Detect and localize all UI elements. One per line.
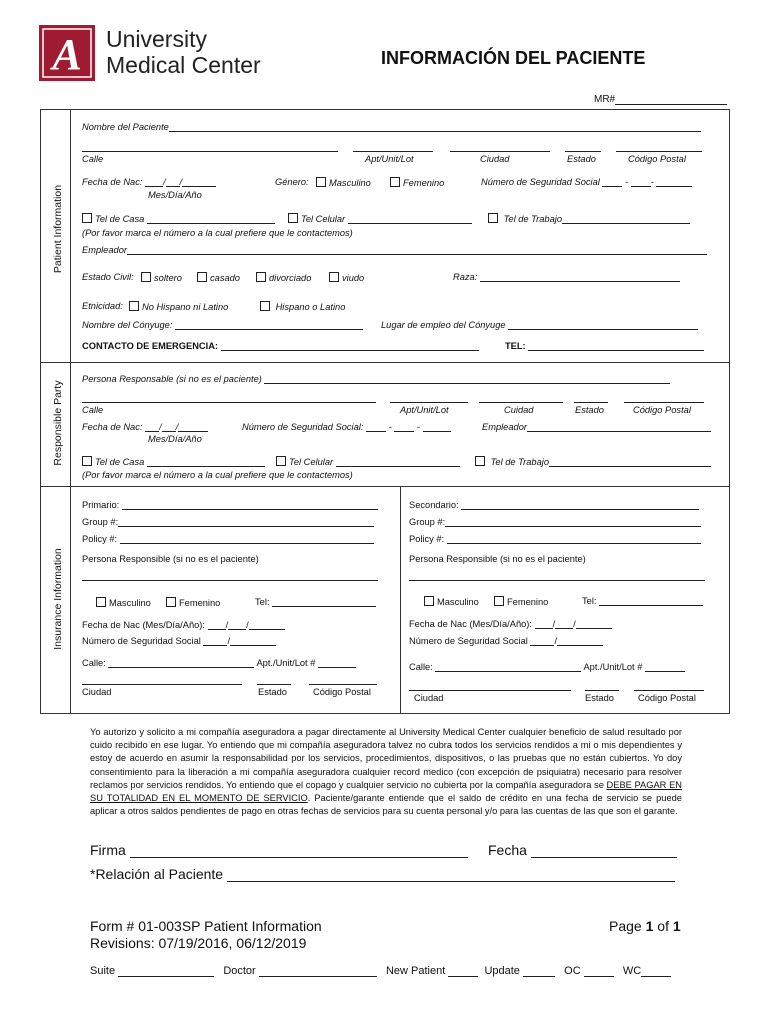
emergency-label: CONTACTO DE EMERGENCIA: xyxy=(82,341,219,351)
responsible-employer-label: Empleador xyxy=(482,422,527,432)
patient-dob-field[interactable]: Fecha de Nac: / / xyxy=(82,177,216,187)
ins-secondary-dob-label: Fecha de Nac (Mes/Día/Año): xyxy=(409,619,532,629)
university-logo-icon xyxy=(38,24,96,82)
patient-name-field[interactable] xyxy=(82,122,701,132)
male-label: Masculino xyxy=(437,597,479,607)
patient-empleador-field[interactable] xyxy=(82,245,707,255)
marital-casado[interactable] xyxy=(197,272,240,283)
form-number: Form # 01-003SP Patient Information xyxy=(90,918,322,934)
tel-casa-label: Tel de Casa xyxy=(95,214,145,224)
page-number: 1 xyxy=(645,918,654,934)
ins-secondary-group-field[interactable] xyxy=(409,517,701,527)
patient-tel-casa-field[interactable] xyxy=(82,213,275,224)
doctor-field[interactable] xyxy=(259,976,377,977)
tel-trabajo-label: Tel de Trabajo xyxy=(503,214,562,224)
patient-name-label: Nombre del Paciente xyxy=(82,122,169,132)
ins-primary-persona-label: Persona Responsible (si no es el paciente) xyxy=(82,554,259,564)
checkbox-icon[interactable] xyxy=(316,177,326,187)
checkbox-icon[interactable] xyxy=(256,272,266,282)
checkbox-icon[interactable] xyxy=(197,272,207,282)
signature-date-label: Fecha xyxy=(488,842,527,858)
suite-field[interactable] xyxy=(118,976,214,977)
ins-primary-dob-field[interactable]: Fecha de Nac (Mes/Día/Año): / / xyxy=(82,620,285,630)
marital-viudo[interactable] xyxy=(329,272,364,283)
tel-celular-label: Tel Celular xyxy=(289,457,334,467)
empleador-label: Empleador xyxy=(82,245,127,255)
soltero-label: soltero xyxy=(154,273,182,283)
viudo-label: viudo xyxy=(342,273,365,283)
spouse-name-label: Nombre del Cónyuge: xyxy=(82,320,173,330)
ethnicity-label: Etnicidad: xyxy=(82,301,123,311)
patient-ssn-label: Número de Seguridad Social xyxy=(481,177,600,187)
office-use-row xyxy=(90,965,671,977)
patient-dob-format: Mes/Día/Año xyxy=(148,190,202,200)
checkbox-icon[interactable] xyxy=(424,596,434,606)
checkbox-icon[interactable] xyxy=(260,301,270,311)
relation-label: *Relación al Paciente xyxy=(90,866,224,882)
section-insurance-label: Insurance Information xyxy=(52,548,64,650)
ins-secondary-dob-field[interactable]: Fecha de Nac (Mes/Día/Año): / / xyxy=(409,619,612,629)
female-label: Femenino xyxy=(179,598,221,608)
responsible-persona-label: Persona Responsable (si no es el paciente) xyxy=(82,374,262,384)
checkbox-icon[interactable] xyxy=(288,213,298,223)
ins-primary-female[interactable] xyxy=(166,597,220,608)
patient-tel-trabajo-field[interactable] xyxy=(488,213,690,224)
male-label: Masculino xyxy=(109,598,151,608)
patient-gender-male[interactable] xyxy=(316,177,371,188)
spouse-employer-field[interactable] xyxy=(381,320,698,330)
authorization-text-2: . Paciente/garante entiende que el saldo de crédito en una fecha de servicio se puede aplicar a otros saldos pendientes de pago en otras fechas de servicios para su cuenta personal y/o para las cuentas de las que son el garante. xyxy=(90,793,682,817)
page-total: 1 xyxy=(672,918,681,934)
spouse-name-field[interactable] xyxy=(82,320,363,330)
signature-label: Firma xyxy=(90,842,126,858)
female-label: Femenino xyxy=(507,597,549,607)
oc-field[interactable] xyxy=(584,976,614,977)
ins-primary-tel-label: Tel: xyxy=(255,597,270,607)
authorization-text-1: Yo autorizo y solicito a mi compañía aseguradora a pagar directamente al University Medical Center cualquier beneficio de salud resultado por cuido recibido en ese lugar. Yo entiendo que mi compañía aseguradora talvez no cubra todos los servicios rendidos a mi o mis dependientes y estoy de acuerdo en asumir la responsabilidad por los servicios, procedimientos, dispositivos, o las pruebas que no están cubiertos. Yo doy consentimiento para la liberación a mi compañía aseguradora cualquier record medico (con excepción de psiquiatra) necesario para resolver reclamos por servicios rendidos. Yo entiendo que el copago y cualquier servicio no cubierta por la compañía aseguradora se xyxy=(90,727,682,790)
race-field[interactable] xyxy=(453,272,680,282)
ins-primary-policy-field[interactable] xyxy=(82,534,374,544)
marital-status-label: Estado Civil: xyxy=(82,272,134,282)
ins-secondary-codigo-label: Código Postal xyxy=(638,693,696,703)
form-revisions: Revisions: 07/19/2016, 06/12/2019 xyxy=(90,935,307,951)
patient-calle-label: Calle xyxy=(82,154,104,164)
emergency-tel-label: TEL: xyxy=(505,341,526,351)
ins-primary-apt-label: Apt./Unit/Lot # xyxy=(256,658,316,668)
patient-preference-note: (Por favor marca el número a la cual prefiere que le contactemos) xyxy=(82,228,353,238)
spouse-employer-label: Lugar de empleo del Cónyuge xyxy=(381,320,506,330)
ins-primary-label: Primario: xyxy=(82,500,120,510)
logo xyxy=(38,24,278,82)
ins-secondary-male[interactable] xyxy=(424,596,479,607)
ins-primary-ssn-label: Número de Seguridad Social xyxy=(82,636,201,646)
checkbox-icon[interactable] xyxy=(141,272,151,282)
page-of: of xyxy=(657,918,669,934)
responsible-dob-label: Fecha de Nac: xyxy=(82,422,143,432)
emergency-contact-field[interactable] xyxy=(82,341,479,351)
casado-label: casado xyxy=(210,273,240,283)
mr-label: MR# xyxy=(594,94,616,105)
checkbox-icon[interactable] xyxy=(276,456,286,466)
page-label: Page xyxy=(609,918,642,934)
ins-primary-tel-field[interactable] xyxy=(255,597,376,607)
ins-primary-calle-field[interactable] xyxy=(82,658,356,668)
logo-line2: Medical Center xyxy=(106,52,261,78)
emergency-tel-field[interactable] xyxy=(505,341,704,351)
ins-secondary-estado-label: Estado xyxy=(585,693,614,703)
responsible-dob-format: Mes/Día/Año xyxy=(148,434,202,444)
ins-secondary-calle-field[interactable] xyxy=(409,662,685,672)
ins-secondary-ssn-field[interactable]: Número de Seguridad Social / xyxy=(409,636,603,646)
responsible-preference-note: (Por favor marca el número a la cual prefiere que le contactemos) xyxy=(82,470,353,480)
ethnicity-hispano[interactable] xyxy=(260,301,345,312)
ins-secondary-ssn-label: Número de Seguridad Social xyxy=(409,636,528,646)
wc-field[interactable] xyxy=(641,976,671,977)
patient-estado-label: Estado xyxy=(567,154,596,164)
patient-ssn-field[interactable]: Número de Seguridad Social - - xyxy=(481,177,692,187)
ethnicity-no-hispano[interactable] xyxy=(129,301,228,312)
oc-label: OC xyxy=(564,965,581,977)
checkbox-icon[interactable] xyxy=(96,597,106,607)
responsible-tel-casa-field[interactable] xyxy=(82,456,265,467)
logo-line1: University xyxy=(106,26,207,52)
responsible-tel-celular-field[interactable] xyxy=(276,456,460,467)
no-hispano-label: No Hispano ni Latino xyxy=(142,302,229,312)
new-patient-label: New Patient xyxy=(385,965,446,977)
divorciado-label: divorciado xyxy=(269,273,312,283)
ins-secondary-policy-label: Policy #: xyxy=(409,534,445,544)
ins-primary-ciudad-label: Ciudad xyxy=(82,687,112,697)
ins-secondary-persona-label: Persona Responsible (si no es el paciente) xyxy=(409,554,586,564)
responsible-dob-field[interactable]: Fecha de Nac: / / xyxy=(82,422,208,432)
ins-primary-field[interactable] xyxy=(82,500,378,510)
ins-secondary-tel-label: Tel: xyxy=(582,596,597,606)
new-patient-field[interactable] xyxy=(448,976,478,977)
checkbox-icon[interactable] xyxy=(82,456,92,466)
responsible-apt-label: Apt/Unit/Lot xyxy=(400,405,449,415)
svg-text:A: A xyxy=(52,30,82,79)
patient-tel-celular-field[interactable] xyxy=(288,213,472,224)
marital-soltero[interactable] xyxy=(141,272,182,283)
responsible-persona-field[interactable] xyxy=(82,374,670,384)
doctor-label: Doctor xyxy=(223,965,256,977)
checkbox-icon[interactable] xyxy=(82,213,92,223)
race-label: Raza: xyxy=(453,272,478,282)
responsible-codigo-label: Código Postal xyxy=(633,405,691,415)
page-indicator xyxy=(609,918,681,934)
patient-gender-female[interactable] xyxy=(390,177,444,188)
ins-primary-codigo-label: Código Postal xyxy=(313,687,371,697)
ins-primary-estado-label: Estado xyxy=(258,687,287,697)
checkbox-icon[interactable] xyxy=(166,597,176,607)
patient-ciudad-label: Ciudad xyxy=(480,154,510,164)
checkbox-icon[interactable] xyxy=(475,456,485,466)
section-patient-label: Patient Information xyxy=(52,184,64,274)
update-field[interactable] xyxy=(523,976,555,977)
ins-secondary-apt-label: Apt./Unit/Lot # xyxy=(583,662,643,672)
ins-primary-group-label: Group #: xyxy=(82,517,119,527)
ins-primary-dob-label: Fecha de Nac (Mes/Día/Año): xyxy=(82,620,205,630)
hispano-label: Hispano o Latino xyxy=(275,302,346,312)
responsible-ciudad-label: Cuidad xyxy=(504,405,534,415)
page-title: INFORMACIÓN DEL PACIENTE xyxy=(381,48,646,68)
ins-secondary-policy-field[interactable] xyxy=(409,534,701,544)
patient-codigo-label: Código Postal xyxy=(628,154,686,164)
ins-secondary-female[interactable] xyxy=(494,596,548,607)
patient-gender-label: Género: xyxy=(275,177,309,187)
tel-casa-label: Tel de Casa xyxy=(95,457,145,467)
ins-secondary-group-label: Group #: xyxy=(409,517,446,527)
responsible-ssn-field[interactable]: Número de Seguridad Social: - - xyxy=(242,422,451,432)
responsible-ssn-label: Número de Seguridad Social: xyxy=(242,422,364,432)
responsible-calle-label: Calle xyxy=(82,405,104,415)
marital-divorciado[interactable] xyxy=(256,272,311,283)
ins-secondary-ciudad-label: Ciudad xyxy=(414,693,444,703)
checkbox-icon[interactable] xyxy=(390,177,400,187)
relation-field[interactable] xyxy=(90,866,675,882)
ins-primary-policy-label: Policy #: xyxy=(82,534,118,544)
ins-secondary-field[interactable] xyxy=(409,500,699,510)
checkbox-icon[interactable] xyxy=(129,301,139,311)
ins-primary-group-field[interactable] xyxy=(82,517,374,527)
mr-field[interactable] xyxy=(594,94,727,105)
ins-secondary-tel-field[interactable] xyxy=(582,596,703,606)
patient-dob-label: Fecha de Nac: xyxy=(82,177,143,187)
update-label: Update xyxy=(484,965,520,977)
responsible-estado-label: Estado xyxy=(575,405,604,415)
authorization-underlined: DEBE PAGAR EN SU TOTALIDAD EN EL MOMENTO DE SERVICIO xyxy=(90,779,682,804)
checkbox-icon[interactable] xyxy=(494,596,504,606)
checkbox-icon[interactable] xyxy=(488,213,498,223)
suite-label: Suite xyxy=(90,965,116,977)
signature-field[interactable] xyxy=(90,842,468,858)
tel-celular-label: Tel Celular xyxy=(301,214,346,224)
responsible-employer-field[interactable] xyxy=(482,422,711,432)
signature-date-field[interactable] xyxy=(488,842,677,858)
male-label: Masculino xyxy=(329,178,371,188)
ins-primary-ssn-field[interactable]: Número de Seguridad Social / xyxy=(82,636,276,646)
female-label: Femenino xyxy=(403,178,445,188)
ins-secondary-label: Secondario: xyxy=(409,500,459,510)
responsible-tel-trabajo-field[interactable] xyxy=(475,456,711,467)
patient-apt-label: Apt/Unit/Lot xyxy=(365,154,414,164)
ins-primary-male[interactable] xyxy=(96,597,151,608)
wc-label: WC xyxy=(622,965,642,977)
ins-secondary-calle-label: Calle: xyxy=(409,662,433,672)
ins-primary-calle-label: Calle: xyxy=(82,658,106,668)
tel-trabajo-label: Tel de Trabajo xyxy=(490,457,549,467)
checkbox-icon[interactable] xyxy=(329,272,339,282)
section-responsible-label: Responsible Party xyxy=(52,380,64,466)
authorization-paragraph xyxy=(90,726,682,818)
